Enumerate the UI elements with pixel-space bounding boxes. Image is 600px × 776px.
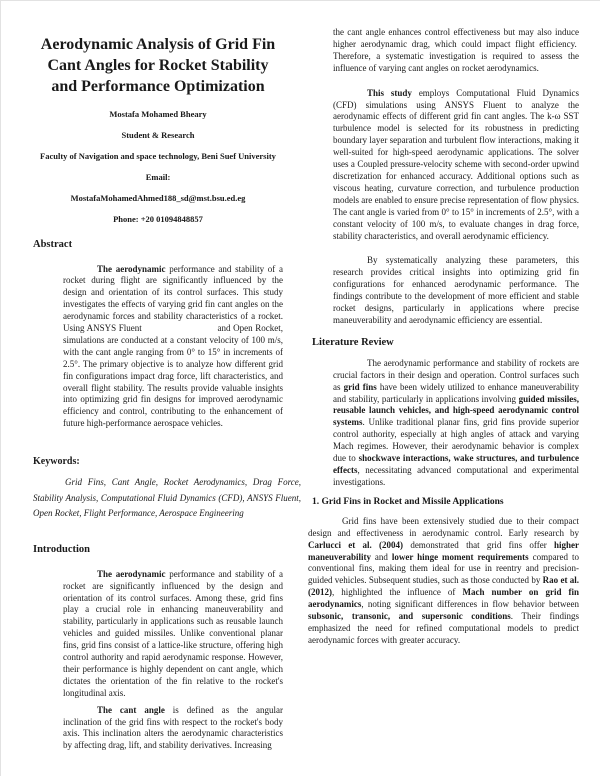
text-segment: lower hinge moment requirements <box>391 551 529 562</box>
text-segment: By systematically analyzing these parameters, this research provides critical insights into optimizing grid fin configurations for enhanced aerodynamic performance. The findings contribute to the development of more efficient and stable rocket designs, particularly in applications where precise maneuverability and aerodynamic efficiency are essential. <box>333 255 579 325</box>
text-segment: The aerodynamic performance and stability of rockets are crucial factors in their design and operation. Control surfaces such as <box>333 357 579 392</box>
text-segment: . Their findings emphasized the need for refined computational models to predict aerodynamic forces with greater accuracy. <box>308 611 579 645</box>
two-column-layout <box>1 1 600 752</box>
grid-fins-section-heading: 1. Grid Fins in Rocket and Missile Applications <box>312 496 504 507</box>
introduction-paragraph-2 <box>63 705 283 753</box>
text-segment: guided missiles, reusable launch vehicles, and high-speed aerodynamic control systems <box>333 393 579 428</box>
text-segment: The aerodynamic <box>97 568 170 579</box>
keywords-heading: Keywords: <box>33 456 80 468</box>
author-block <box>33 110 283 225</box>
text-segment: Carlucci et al. (2004) <box>308 539 404 550</box>
author-name: Mostafa Mohamed Bheary <box>109 109 207 119</box>
introduction-paragraph-1 <box>63 569 283 700</box>
text-segment: have been widely utilized to enhance maneuverability and stability, particularly in applications involving <box>333 381 579 404</box>
introduction-continuation-paragraph <box>333 27 579 75</box>
text-segment: employs Computational Fluid Dynamics (CFD) simulations using ANSYS Fluent to analyze the aerodynamic effects of different grid fin cant angles. The k-ω SST turbulence model is selected for its robustness in predicting boundary layer separation and turbulent flow interactions, making it well-suited for high-speed aerodynamic applications. The solver uses a Coupled pressure-velocity scheme with second-order upwind discretization for enhanced accuracy. Additional options such as viscous heating, curvature correction, and turbulence production models are enabled to ensure precise representation of flow physics. The cant angle is varied from 0° to 15° in increments of 2.5°, with a constant velocity of 100 m/s, to evaluate changes in drag force, stability characteristics, and overall aerodynamic efficiency. <box>333 87 579 241</box>
text-segment: , noting significant differences in flow behavior between <box>361 599 579 610</box>
study-method-paragraph <box>333 88 579 243</box>
text-segment: grid fins <box>343 381 377 392</box>
text-segment: The cant angle <box>97 704 173 715</box>
author-role: Student & Research <box>121 130 195 140</box>
abstract-heading: Abstract <box>33 238 73 250</box>
text-segment: performance and stability of a rocket during flight are significantly influenced by the design and orientation of its control surfaces. This study investigates the effects of varying grid fin cant angles on the aerodynamic forces and stability characteristics of a rocket. Using ANSYS Fluent <box>63 263 283 334</box>
analysis-summary-paragraph <box>333 255 579 326</box>
text-segment: Mach number on grid fin aerodynamics <box>308 587 579 610</box>
text-segment: shockwave interactions, wake structures, and turbulence effects <box>333 453 580 475</box>
page-title: Aerodynamic Analysis of Grid Fin Cant Angles for Rocket Stability and Performance Optimization <box>40 36 276 95</box>
text-segment: higher maneuverability <box>308 539 579 562</box>
introduction-heading: Introduction <box>33 543 90 555</box>
text-segment: Grid fins have been extensively studied due to their compact design and effectiveness in aerodynamic control. Early research by <box>308 515 579 538</box>
text-segment: the cant angle enhances control effectiveness but may also induce higher aerodynamic drag, which could impact flight efficiency. Therefore, a systematic investigation is required to assess the influence of varying cant angles on rocket aerodynamics. <box>333 27 579 73</box>
left-column <box>33 1 301 752</box>
literature-review-heading: Literature Review <box>312 336 394 348</box>
email-label: Email: <box>145 172 171 182</box>
email-address: MostafaMohamedAhmed188_sd@mst.bsu.ed.eg <box>70 193 246 203</box>
text-segment: and Open Rocket, simulations are conducted at a constant velocity of 100 m/s, with the cant angle ranging from 0° to 15° in increments of 2.5°. The primary objective is to analyze how different grid fin configurations impact drag force, lift characteristics, and overall flight stability. The results provide valuable insights into optimizing grid fin designs for improved aerodynamic efficiency and control, contributing to the enhancement of future high-performance aerospace vehicles. <box>63 323 283 429</box>
text-segment: is defined as the angular inclination of the grid fins with respect to the rocket's body axis. This inclination alters the aerodynamic characteristics by affecting drag, lift, and stability derivatives. Increasing <box>63 704 283 751</box>
grid-fins-section-paragraph <box>308 516 579 647</box>
author-affiliation: Faculty of Navigation and space technology, Beni Suef University <box>40 151 276 161</box>
text-segment: Grid Fins, Cant Angle, Rocket Aerodynamics, Drag Force, Stability Analysis, Computational Fluid Dynamics (CFD), ANSYS Fluent, Open Rocket, Flight Performance, Aerospace Engineering <box>33 477 301 519</box>
text-segment: subsonic, transonic, and supersonic conditions <box>308 611 511 622</box>
text-segment: , necessitating advanced computational and experimental investigations. <box>333 465 579 487</box>
text-segment <box>142 323 215 333</box>
literature-review-paragraph <box>333 358 579 489</box>
text-segment: performance and stability of a rocket are significantly influenced by the design and orientation of its control surfaces. Among these, grid fins play a crucial role in enhancing maneuverability and stability, particularly in applications such as reusable launch vehicles and guided missiles. Unlike conventional planar fins, grid fins consist of a lattice-like structure, offering high control authority and rapid aerodynamic response. However, their performance is highly dependent on cant angle, which dictates the orientation of the fin relative to the rocket's longitudinal axis. <box>63 568 283 698</box>
text-segment: demonstrated that grid fins offer <box>403 539 554 550</box>
text-segment: The aerodynamic <box>97 263 170 274</box>
right-column <box>307 1 579 752</box>
keywords-text <box>33 475 301 522</box>
text-segment: and <box>371 551 392 562</box>
phone-number: Phone: +20 01094848857 <box>113 214 203 224</box>
text-segment: . Unlike traditional planar fins, grid fins provide superior control authority, especially at high angles of attack and varying Mach regimes. However, their aerodynamic behavior is complex due to <box>333 417 579 464</box>
text-segment: , highlighted the influence of <box>332 587 463 598</box>
text-segment: This study <box>367 87 419 98</box>
abstract-paragraph <box>63 264 283 431</box>
text-segment: compared to conventional fins, making them ideal for use in reentry and precision-guided vehicles. Subsequent studies, such as those conducted by <box>308 551 579 586</box>
text-segment: Rao et al. (2012) <box>308 575 579 598</box>
